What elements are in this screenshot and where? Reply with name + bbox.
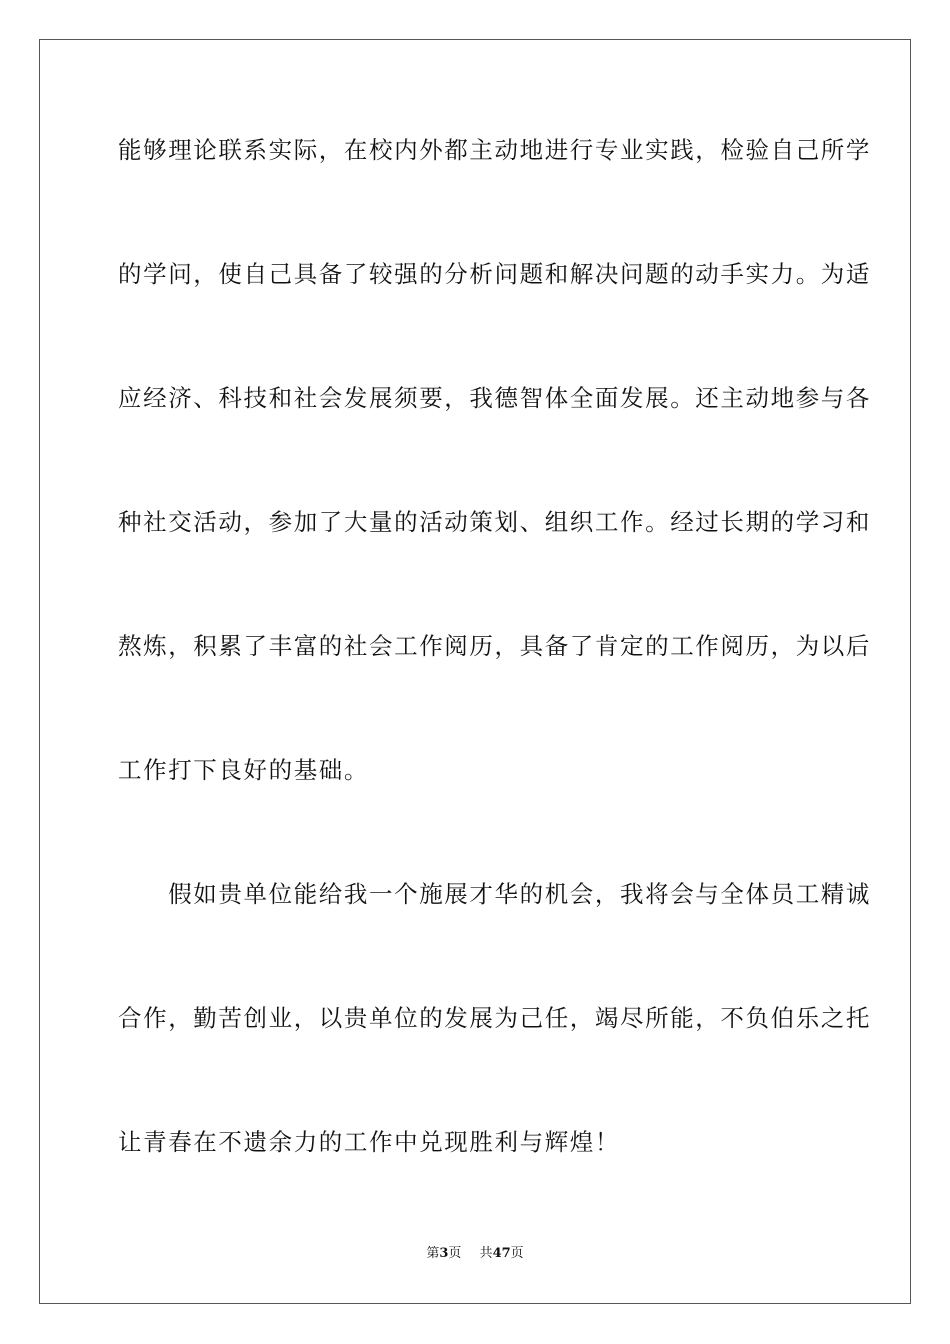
text-line-4: 种社交活动，参加了大量的活动策划、组织工作。经过长期的学习和	[118, 508, 871, 536]
page-number: 3	[439, 1246, 449, 1261]
total-pages-indicator	[480, 1245, 524, 1263]
total-pages: 47	[492, 1246, 511, 1261]
text-line-7: 假如贵单位能给我一个施展才华的机会，我将会与全体员工精诚	[118, 880, 871, 908]
page-footer	[0, 1245, 950, 1263]
page-prefix: 第	[426, 1246, 440, 1261]
text-line-3: 应经济、科技和社会发展须要，我德智体全面发展。还主动地参与各	[118, 384, 871, 412]
total-suffix: 页	[510, 1246, 524, 1261]
page-suffix: 页	[448, 1246, 462, 1261]
text-line-2: 的学问，使自己具备了较强的分析问题和解决问题的动手实力。为适	[118, 260, 871, 288]
page-indicator	[426, 1245, 461, 1263]
total-prefix: 共	[479, 1246, 493, 1261]
page-border	[39, 39, 911, 1304]
text-line-9: 让青春在不遗余力的工作中兑现胜利与辉煌！	[118, 1128, 620, 1156]
text-line-6: 工作打下良好的基础。	[118, 756, 369, 784]
text-line-5: 熬炼，积累了丰富的社会工作阅历，具备了肯定的工作阅历，为以后	[118, 632, 871, 660]
text-line-8: 合作，勤苦创业，以贵单位的发展为己任，竭尽所能，不负伯乐之托	[118, 1004, 871, 1032]
text-line-1: 能够理论联系实际，在校内外都主动地进行专业实践，检验自己所学	[118, 136, 871, 164]
